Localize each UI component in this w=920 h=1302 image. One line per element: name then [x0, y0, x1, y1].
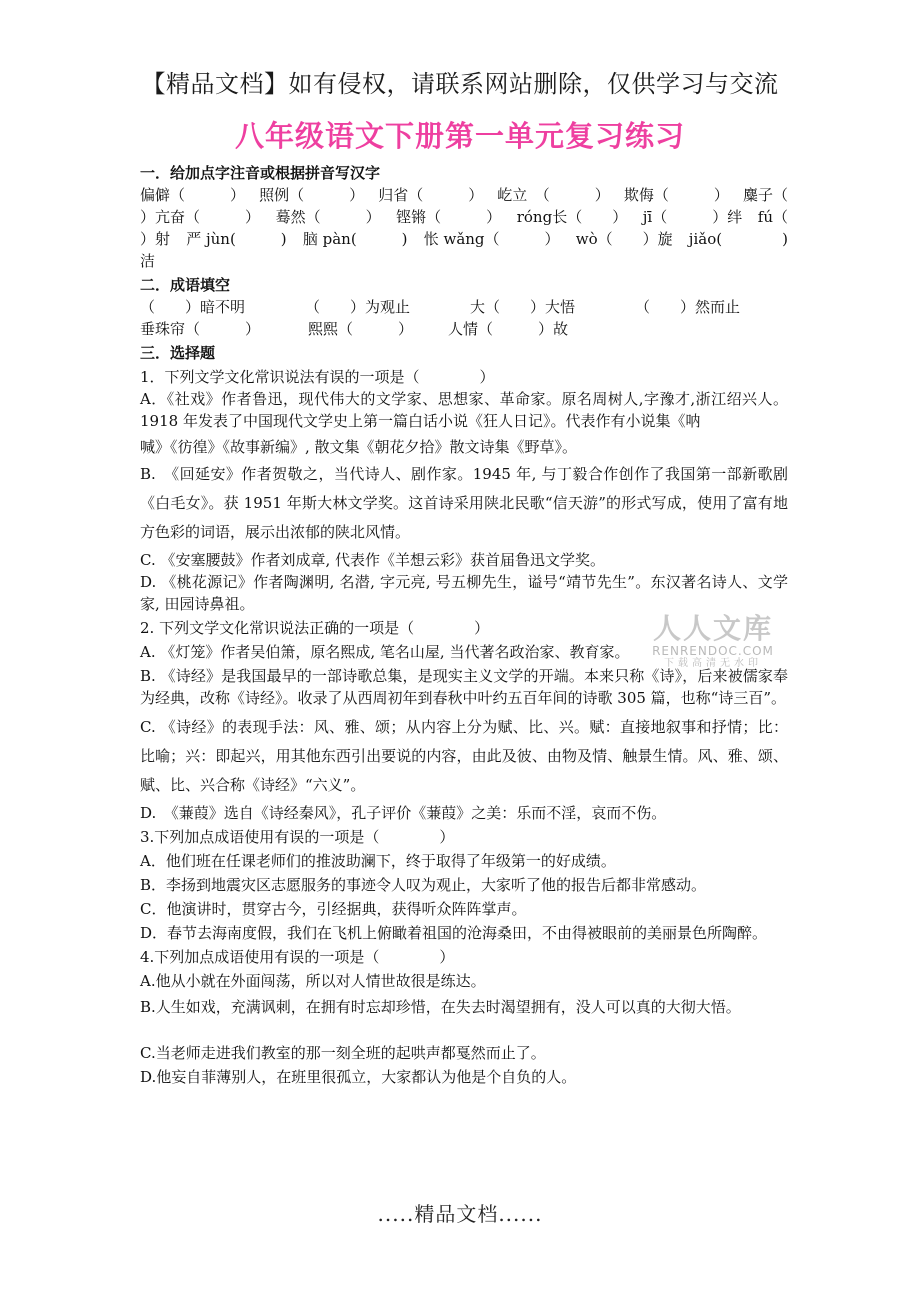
- question-1-option-a-cont: 喊》《彷徨》《故事新编》, 散文集《朝花夕拾》散文诗集《野草》。: [140, 438, 578, 456]
- question-1-stem: 1．下列文学文化常识说法有误的一项是（ ）: [140, 368, 495, 386]
- watermark-logo: [648, 614, 778, 670]
- pinyin-row-4: 洁: [140, 252, 156, 270]
- pinyin-item: 蓦然（ ）: [275, 208, 381, 226]
- pinyin-item: 麋子（: [742, 186, 788, 204]
- idiom-item: 人情（ ）故: [448, 320, 569, 338]
- idiom-row-2: [140, 318, 788, 340]
- watermark-site: RENRENDOC.COM: [652, 644, 774, 658]
- pinyin-item: ）亢奋（ ）: [140, 208, 261, 226]
- question-2-option-b: B. 《诗经》是我国最早的一部诗歌总集，是现实主义文学的开端。本来只称《诗》，后来被儒家奉为经典，改称《诗经》。收录了从西周初年到春秋中叶约五百年间的诗歌 305 篇，也称“诗三百”。: [140, 667, 788, 707]
- page-title: 八年级语文下册第一单元复习练习: [234, 119, 685, 153]
- pinyin-item: 偏僻（ ）: [140, 186, 246, 204]
- pinyin-row-1: [140, 184, 788, 206]
- pinyin-item: 铿锵（ ）: [396, 208, 502, 226]
- idiom-row-1: [140, 296, 740, 318]
- idiom-item: （ ）暗不明: [140, 298, 246, 316]
- watermark-main: 人人文库: [652, 612, 773, 645]
- pinyin-item: róng长（ ）: [516, 208, 628, 226]
- pinyin-item: ）射: [140, 230, 171, 248]
- pinyin-item: 怅 wǎng（ ）: [423, 230, 560, 248]
- question-3-option-c: C．他演讲时，贯穿古今，引经据典，获得听众阵阵掌声。: [140, 900, 527, 918]
- pinyin-item: 归省（ ）: [378, 186, 484, 204]
- section1-heading: 一．给加点字注音或根据拼音写汉字: [140, 164, 381, 182]
- section2-heading: 二．成语填空: [140, 276, 231, 294]
- question-3-stem: 3.下列加点成语使用有误的一项是（ ）: [140, 828, 455, 846]
- question-3-option-d: D．春节去海南度假，我们在飞机上俯瞰着祖国的沧海桑田，不由得被眼前的美丽景色所陶醉。: [140, 924, 768, 942]
- pinyin-item: fú（: [757, 208, 788, 226]
- section3-heading: 三．选择题: [140, 344, 216, 362]
- pinyin-item: 屹立 （ ）: [497, 186, 610, 204]
- blank-spacer: [140, 1018, 788, 1040]
- idiom-item: 垂珠帘（ ）: [140, 320, 261, 338]
- question-3-option-b: B．李扬到地震灾区志愿服务的事迹令人叹为观止，大家听了他的报告后都非常感动。: [140, 876, 707, 894]
- idiom-item: 熙熙（ ）: [308, 320, 414, 338]
- question-4-stem: 4.下列加点成语使用有误的一项是（ ）: [140, 948, 455, 966]
- page-header: 【精品文档】如有侵权，请联系网站删除，仅供学习与交流: [141, 70, 779, 98]
- idiom-item: 大（ ）大悟: [469, 298, 575, 316]
- pinyin-item: 脑 pàn( ): [302, 230, 408, 248]
- question-1-option-b: B. 《回延安》作者贺敬之，当代诗人、剧作家。1945 年, 与丁毅合作创作了我国第一部新歌剧《白毛女》。获 1951 年斯大林文学奖。这首诗采用陕北民歌“信天游”的形式写成，使用了富有地方色彩的词语，展示出浓郁的陕北风情。: [140, 465, 788, 541]
- question-3-option-a: A．他们班在任课老师们的推波助澜下，终于取得了年级第一的好成绩。: [140, 852, 616, 870]
- watermark-tagline: 下载高清无水印: [664, 658, 762, 669]
- pinyin-row-2: [140, 206, 788, 228]
- question-4-option-d: D.他妄自菲薄别人，在班里很孤立，大家都认为他是个自负的人。: [140, 1068, 577, 1086]
- pinyin-item: 照例（ ）: [259, 186, 365, 204]
- pinyin-item: 严 jùn( ): [186, 230, 287, 248]
- question-4-option-b: B.人生如戏，充满讽刺，在拥有时忘却珍惜，在失去时渴望拥有，没人可以真的大彻大悟。: [140, 998, 741, 1016]
- question-1-option-a: A．《社戏》作者鲁迅，现代伟大的文学家、思想家、革命家。原名周树人,字豫才,浙江绍兴人。1918 年发表了中国现代文学史上第一篇白话小说《狂人日记》。代表作有小说集《呐: [140, 390, 788, 430]
- pinyin-item: jiǎo( ): [688, 230, 788, 248]
- question-2-stem: 2. 下列文学文化常识说法正确的一项是（ ）: [140, 619, 490, 637]
- question-1-option-d: D. 《桃花源记》作者陶渊明, 名潜, 字元亮, 号五柳先生，谥号“靖节先生”。东汉著名诗人、文学家, 田园诗鼻祖。: [140, 573, 788, 613]
- idiom-item: （ ）为观止: [304, 298, 410, 316]
- pinyin-item: wò（ ）旋: [575, 230, 673, 248]
- page-footer: .....精品文档......: [377, 1202, 543, 1226]
- question-2-option-c: C. 《诗经》的表现手法：风、雅、颂；从内容上分为赋、比、兴。赋：直接地叙事和抒情；比：比喻；兴：即起兴，用其他东西引出要说的内容，由此及彼、由物及情、触景生情。风、雅、颂、赋、比、兴合称《诗经》“六义”。: [140, 718, 788, 794]
- idiom-item: （ ）然而止: [634, 298, 740, 316]
- pinyin-row-3: [140, 228, 788, 250]
- question-4-option-c: C.当老师走进我们教室的那一刻全班的起哄声都戛然而止了。: [140, 1044, 546, 1062]
- pinyin-item: 欺侮（ ）: [623, 186, 729, 204]
- question-4-option-a: A.他从小就在外面闯荡，所以对人情世故很是练达。: [140, 972, 486, 990]
- question-2-option-d: D. 《蒹葭》选自《诗经秦风》，孔子评价《蒹葭》之美：乐而不淫，哀而不伤。: [140, 804, 667, 822]
- pinyin-item: jī（ ）绊: [642, 208, 743, 226]
- question-1-option-c: C. 《安塞腰鼓》作者刘成章, 代表作《羊想云彩》获首届鲁迅文学奖。: [140, 551, 606, 569]
- question-2-option-a: A. 《灯笼》作者吴伯箫，原名熙成, 笔名山屋, 当代著名政治家、教育家。: [140, 643, 630, 661]
